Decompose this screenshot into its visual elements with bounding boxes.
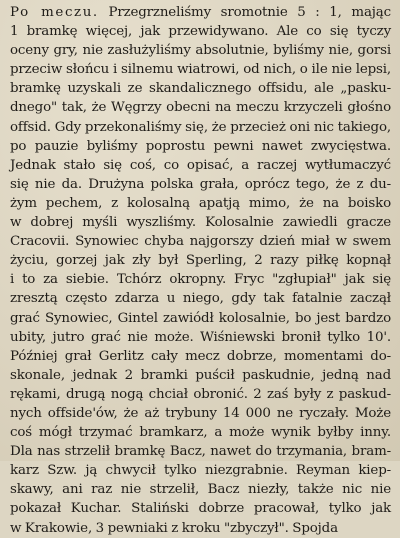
article-line-15: i to za siebie. Tchórz okropny. Fryc "zgłupiał" jak się <box>10 272 391 288</box>
article-line-12: w dobrej myśli wyszliśmy. Kolosalnie zawiedli gracze <box>10 215 391 231</box>
article-line-9: Jednak stało się coś, co opisać, a raczej wytłumaczyć <box>10 157 391 173</box>
article-line-16: zresztą często zdarza u niego, gdy tak fatalnie zaczął <box>10 291 391 307</box>
article-line-1 <box>10 3 391 22</box>
article-line-13: Cracovii. Synowiec chyba najgorszy dzień miał w swem <box>10 234 391 250</box>
article-line-7: offsid. Gdy przekonaliśmy się, że przecież oni nic takiego, <box>10 119 391 135</box>
article-line-28: w Krakowie, 3 pewniaki z kroku "zbyczył". Spojda <box>10 520 338 536</box>
article-line-6: dnego" tak, że Węgrzy obecni na meczu krzyczeli głośno <box>10 100 391 116</box>
article-line-10: się nie da. Drużyna polska grała, oprócz tego, że z du- <box>10 176 391 192</box>
article-column <box>10 3 391 538</box>
article-line-26: skawy, ani raz nie strzelił, Bacz niezły, także nic nie <box>10 482 391 498</box>
article-line-3: oceny gry, nie zasłużyliśmy absolutnie, byliśmy nie, gorsi <box>10 43 391 59</box>
article-line-11: żym pechem, z kolosalną apatją mimo, że na boisko <box>10 195 391 211</box>
article-line-23: coś mógł trzymać bramkarz, a może wynik byłby inny. <box>10 425 391 441</box>
article-line-8: po pauzie byliśmy poprostu pewni nawet zwycięstwa. <box>10 138 391 154</box>
article-line-2: 1 bramkę więcej, jak przewidywano. Ale co się tyczy <box>10 24 391 40</box>
article-line-4: przeciw słońcu i silnemu wiatrowi, od nich, o ile nie lepsi, <box>10 62 391 78</box>
article-line-20: skonale, jednak 2 bramki puścił paskudnie, jedną nad <box>10 367 391 383</box>
article-line-22: nych offside'ów, że aż trybuny 14 000 ne ryczały. Może <box>10 405 391 421</box>
article-line-24: Dla nas strzelił bramkę Bacz, nawet do trzymania, bram- <box>10 444 391 460</box>
article-lead: Po meczu. <box>10 5 99 20</box>
article-line-5: bramkę uzyskali ze skandalicznego offsidu, ale „pasku- <box>10 81 391 97</box>
article-line-17: grać Synowiec, Gintel zawiódł kolosalnie, bo jest bardzo <box>10 310 391 326</box>
article-line-14: życiu, gorzej jak zły był Sperling, 2 razy piłkę kopnął <box>10 253 391 269</box>
article-line-1-text: Przegrzneliśmy sromotnie 5 : 1, mając <box>108 5 391 20</box>
article-line-21: rękami, drugą nogą chciał obronić. 2 zaś były z paskud- <box>10 386 391 402</box>
article-line-18: ubity, jutro grać nie może. Wiśniewski bronił tylko 10'. <box>10 329 391 345</box>
article-line-19: Później grał Gerlitz cały mecz dobrze, momentami do- <box>10 348 391 364</box>
article-line-27: pokazał Kuchar. Staliński dobrze pracował, tylko jak <box>10 501 391 517</box>
article-line-25: karz Szw. ją chwycił tylko niezgrabnie. Reyman kiep- <box>10 463 391 479</box>
